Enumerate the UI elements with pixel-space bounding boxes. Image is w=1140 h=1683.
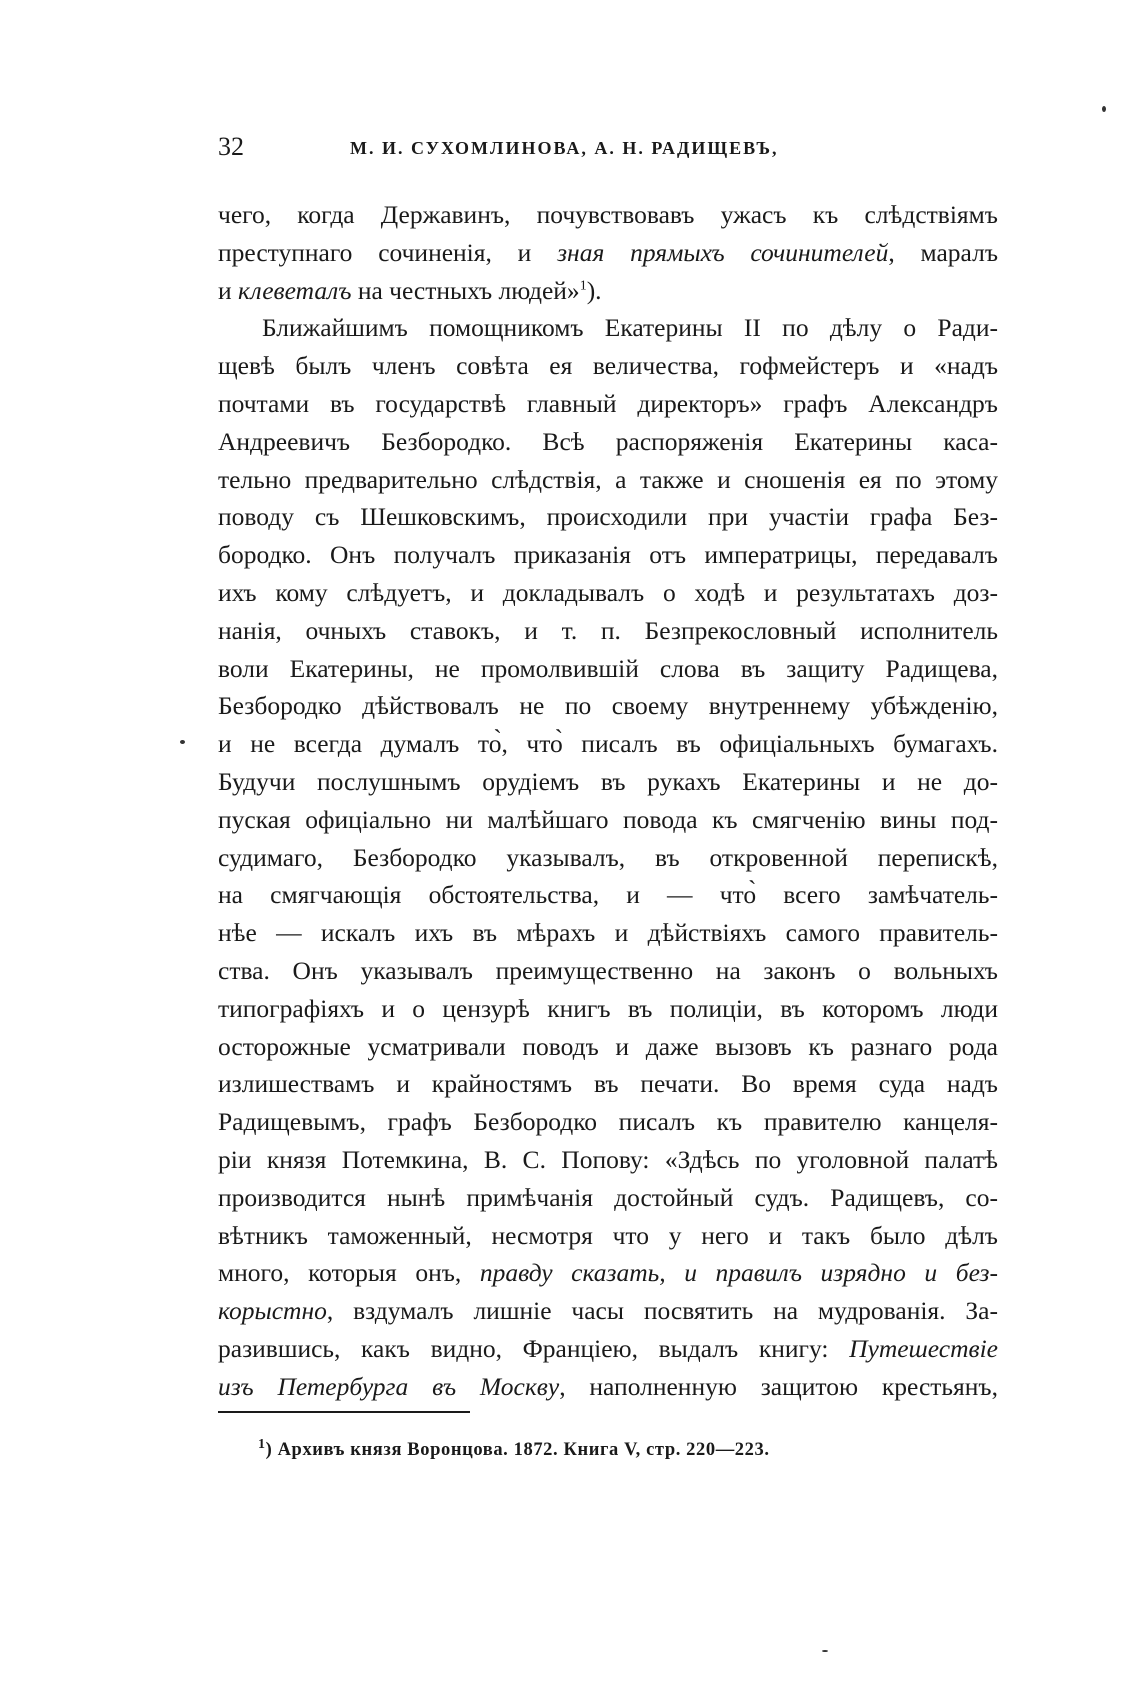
text-line: на смягчающія обстоятельства, и — что̀ всего замѣчатель- (218, 880, 998, 910)
text-line: воли Екатерины, не промолвившій слова въ защиту Радищева, (218, 653, 998, 683)
text-line: Андреевичъ Безбородко. Всѣ распоряженія Екатерины каса- (218, 426, 998, 456)
text-line: ства. Онъ указывалъ преимущественно на законъ о вольныхъ (218, 955, 998, 985)
text-run: разившись, какъ видно, Франціею, выдалъ книгу: (218, 1333, 850, 1363)
text-run: корыстно (218, 1296, 327, 1326)
text-line: осторожные усматривали поводъ и даже вызовъ къ разнаго рода (218, 1031, 998, 1061)
text-run: клеветалъ (238, 275, 352, 305)
text-line: судимаго, Безбородко указывалъ, въ откровенной перепискѣ, (218, 842, 998, 872)
text-run: ). (586, 275, 602, 305)
text-line: Радищевымъ, графъ Безбородко писалъ къ правителю канцеля- (218, 1107, 998, 1137)
text-line (218, 1330, 998, 1368)
body-text (218, 196, 998, 1406)
text-line: тельно предварительно слѣдствія, а также и сношенія ея по этому (218, 464, 998, 494)
text-line (218, 234, 998, 272)
text-run: преступнаго сочиненія, и (218, 237, 558, 267)
text-run: , наполненную защитою крестьянъ, (559, 1371, 998, 1401)
text-line (218, 1254, 998, 1292)
text-line: и не всегда думалъ то̀, что̀ писалъ въ офиціальныхъ бумагахъ. (218, 729, 998, 759)
footnote-rule (218, 1411, 470, 1413)
text-run: , маралъ (888, 237, 998, 267)
text-run: зная прямыхъ сочинителей (557, 237, 889, 267)
footnote-marker: 1 (258, 1436, 266, 1452)
running-title: М. И. СУХОМЛИНОВА, А. Н. РАДИЩЕВЪ, (350, 138, 779, 158)
scan-speck (180, 740, 185, 744)
text-line: поводу съ Шешковскимъ, происходили при участіи графа Без- (218, 502, 998, 532)
text-line: щевѣ былъ членъ совѣта ея величества, гофмейстеръ и «надъ (218, 351, 998, 381)
text-run: много, которыя онъ, (218, 1258, 480, 1288)
text-run: Путешествіе (849, 1333, 998, 1363)
text-line: вѣтникъ таможенный, несмотря что у него и такъ было дѣлъ (218, 1220, 998, 1250)
text-line: нѣе — искалъ ихъ въ мѣрахъ и дѣйствіяхъ самого правитель- (218, 918, 998, 948)
text-run: правду сказать, и правилъ изрядно и без- (479, 1258, 998, 1288)
text-line: Безбородко дѣйствовалъ не по своему внутреннему убѣжденію, (218, 691, 998, 721)
text-line: Ближайшимъ помощникомъ Екатерины II по дѣлу о Ради- (262, 313, 998, 343)
text-line: Будучи послушнымъ орудіемъ въ рукахъ Екатерины и не до- (218, 766, 998, 796)
text-line: производится нынѣ примѣчанія достойный судъ. Радищевъ, со- (218, 1182, 998, 1212)
scan-speck (822, 1650, 828, 1652)
text-line: почтами въ государствѣ главный директоръ» графъ Александръ (218, 388, 998, 418)
text-run: , вздумалъ лишніе часы посвятить на мудрованія. За- (326, 1296, 998, 1326)
footnote-text: ) Архивъ князя Воронцова. 1872. Книга V, стр. 220—223. (265, 1440, 770, 1460)
text-line (218, 272, 998, 310)
text-line: пуская офиціально ни малѣйшаго повода къ смягченію вины под- (218, 804, 998, 834)
text-run: 1 (579, 278, 587, 294)
text-run: изъ Петербурга въ Москву (218, 1371, 560, 1401)
text-run: и (218, 275, 239, 305)
text-line: типографіяхъ и о цензурѣ книгъ въ полиціи, въ которомъ люди (218, 993, 998, 1023)
text-line: бородко. Онъ получалъ приказанія отъ императрицы, передавалъ (218, 540, 998, 570)
page-number: 32 (218, 132, 244, 161)
text-line: ихъ кому слѣдуетъ, и докладывалъ о ходѣ и результатахъ доз- (218, 577, 998, 607)
text-line: нанія, очныхъ ставокъ, и т. п. Безпрекословный исполнитель (218, 615, 998, 645)
text-run: на честныхъ людей» (351, 275, 580, 305)
text-line (218, 1368, 998, 1406)
text-line (218, 1292, 998, 1330)
page-header (218, 132, 918, 172)
text-line: чего, когда Державинъ, почувствовавъ ужасъ къ слѣдствіямъ (218, 200, 998, 229)
footnote (258, 1436, 770, 1461)
text-line: излишествамъ и крайностямъ въ печати. Во время суда надъ (218, 1069, 998, 1099)
scan-speck (1102, 106, 1106, 112)
text-line: ріи князя Потемкина, В. С. Попову: «Здѣсь по уголовной палатѣ (218, 1144, 998, 1174)
